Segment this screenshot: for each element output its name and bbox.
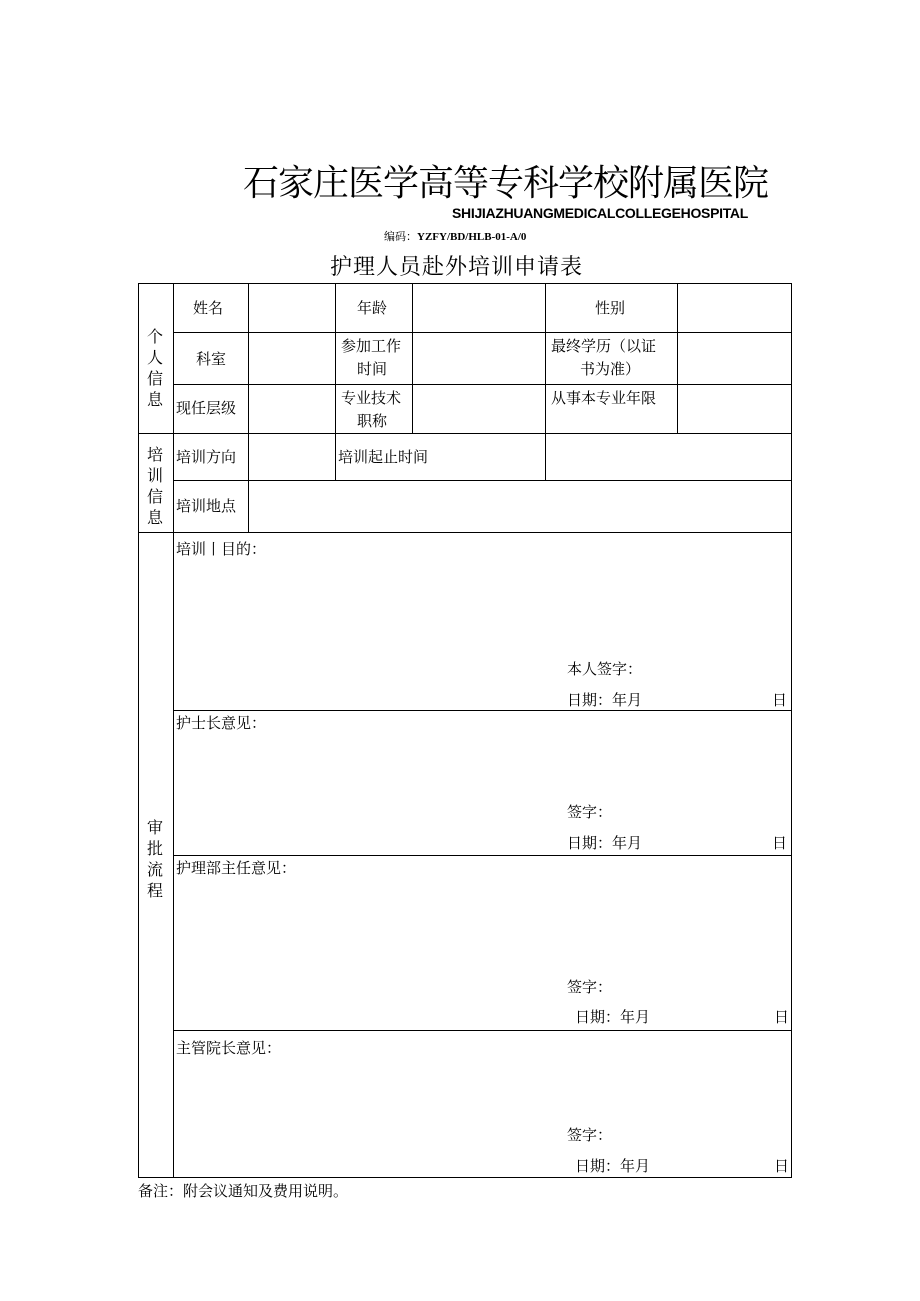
section-line [138,433,792,434]
table-border-top [138,283,792,284]
nursing-director-opinion-label: 护理部主任意见： [176,859,297,877]
section-line [138,532,792,533]
column-line [412,283,413,433]
section-label-training: 培 训 信 息 [146,445,163,527]
professional-title-label-line2: 职称 [357,412,388,430]
table-border-right [791,283,792,1178]
column-line [248,283,249,433]
table-border-bottom [138,1177,792,1178]
column-line [248,433,249,532]
department-label: 科室 [196,350,227,368]
column-line [335,283,336,433]
row-line [173,332,791,333]
column-line [545,283,546,433]
years-in-specialty-label: 从事本专业年限 [551,389,657,407]
code-value: YZFY/BD/HLB-01-A/0 [417,231,527,243]
education-label-line1: 最终学历（以证 [551,337,657,355]
row-line [173,384,791,385]
current-level-label: 现任层级 [176,399,237,417]
row-line [173,480,791,481]
hospital-name-cn: 石家庄医学高等专科学校附属医院 [243,163,769,204]
document-code [384,228,526,244]
code-label: 编码： [384,231,417,243]
gender-label: 性别 [595,299,626,317]
section-column-divider [173,283,174,1178]
column-line [677,283,678,433]
training-direction-label: 培训方向 [176,448,237,466]
vice-president-opinion-label: 主管院长意见： [176,1039,282,1057]
day-label: 日 [772,834,788,852]
row-line [173,1030,791,1031]
training-purpose-label: 培训丨目的： [176,540,267,558]
day-label: 日 [774,1008,790,1026]
self-signature-label: 本人签字： [567,660,643,678]
signature-label: 签字： [567,978,613,996]
signature-label: 签字： [567,803,613,821]
age-label: 年龄 [357,299,388,317]
day-label: 日 [774,1157,790,1175]
head-nurse-opinion-label: 护士长意见： [176,714,267,732]
work-start-label-line1: 参加工作 [341,337,402,355]
work-start-label-line2: 时间 [357,360,388,378]
section-label-approval: 审 批 流 程 [146,818,163,900]
row-line [173,710,791,711]
date-label: 日期：年月 [567,691,643,709]
date-label: 日期：年月 [575,1157,651,1175]
day-label: 日 [772,691,788,709]
table-border-left [138,283,139,1178]
training-location-label: 培训地点 [176,497,237,515]
form-title: 护理人员赴外培训申请表 [330,255,584,280]
column-line [545,433,546,480]
footer-note: 备注：附会议通知及费用说明。 [138,1182,349,1200]
signature-label: 签字： [567,1126,613,1144]
row-line [173,855,791,856]
date-label: 日期：年月 [575,1008,651,1026]
hospital-name-en: SHIJIAZHUANGMEDICALCOLLEGEHOSPITAL [452,205,748,221]
date-label: 日期：年月 [567,834,643,852]
column-line [335,433,336,480]
section-label-personal: 个 人 信 息 [146,327,163,409]
education-label-line2: 书为准） [580,360,641,378]
professional-title-label-line1: 专业技术 [341,389,402,407]
name-label: 姓名 [193,299,224,317]
training-period-label: 培训起止时间 [338,448,429,466]
